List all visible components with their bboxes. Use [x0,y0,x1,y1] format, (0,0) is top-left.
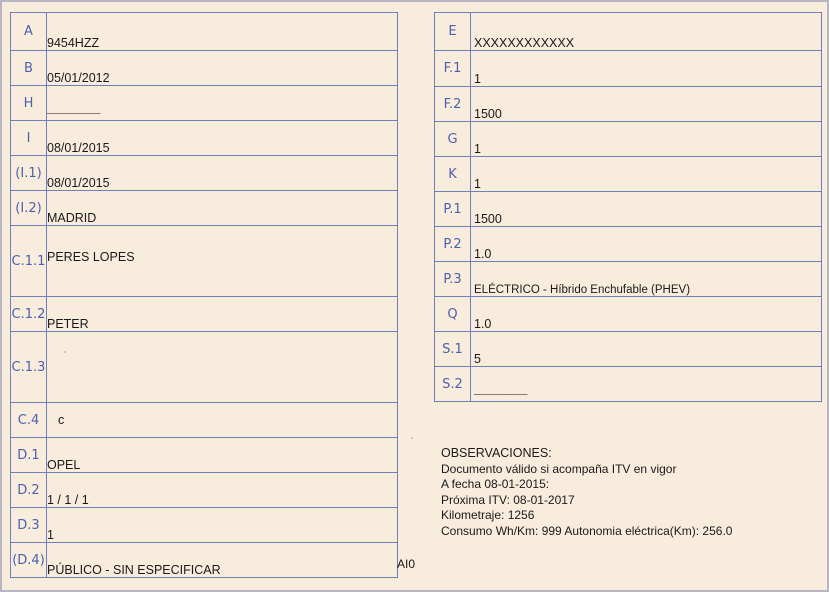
field-value: XXXXXXXXXXXX [471,13,822,51]
field-value: 08/01/2015 [47,156,398,191]
field-code: C.1.1 [11,226,47,297]
field-row-i1 [11,156,398,191]
paper-speck [64,351,66,353]
observation-line: A fecha 08-01-2015: [441,477,550,492]
field-code: D.2 [11,473,47,508]
field-code: S.1 [435,332,471,367]
field-row-c12 [11,297,398,332]
field-row-f1 [435,51,822,87]
field-code: (I.2) [11,191,47,226]
field-value: 1 [471,122,822,157]
field-value: 1 [471,51,822,87]
field-row-d1 [11,438,398,473]
field-value: OPEL [47,438,398,473]
field-value: 1500 [471,192,822,227]
field-code: P.3 [435,262,471,297]
field-value: ____________ [47,86,398,121]
field-value: ____________ [471,367,822,402]
field-value: 1 [47,508,398,543]
field-value: 08/01/2015 [47,121,398,156]
field-row-c13 [11,332,398,403]
field-code: F.2 [435,87,471,122]
field-code: B [11,51,47,86]
field-code: P.2 [435,227,471,262]
field-value: 9454HZZ [47,13,398,51]
field-row-p1 [435,192,822,227]
field-row-q [435,297,822,332]
field-code: F.1 [435,51,471,87]
field-row-a [11,13,398,51]
field-value: 1 / 1 / 1 [47,473,398,508]
field-value: PETER [47,297,398,332]
observation-line: Próxima ITV: 08-01-2017 [441,492,575,507]
field-code: Q [435,297,471,332]
field-row-e [435,13,822,51]
field-value: 5 [471,332,822,367]
field-value: 1.0 [471,297,822,332]
field-row-b [11,51,398,86]
observation-line: Consumo Wh/Km: 999 Autonomia eléctrica(Km): 256.0 [441,523,733,538]
field-code: D.1 [11,438,47,473]
field-row-d2 [11,473,398,508]
field-row-s1 [435,332,822,367]
field-code: C.1.3 [11,332,47,403]
field-code: I [11,121,47,156]
field-code: S.2 [435,367,471,402]
field-code: K [435,157,471,192]
field-value: ELÉCTRICO - Híbrido Enchufable (PHEV) [471,262,822,297]
field-row-d4 [11,543,398,578]
field-row-c4 [11,403,398,438]
field-value: 1.0 [471,227,822,262]
field-value: MADRID [47,191,398,226]
field-code: H [11,86,47,121]
field-code: C.1.2 [11,297,47,332]
field-value [47,332,398,403]
field-code: G [435,122,471,157]
field-code: P.1 [435,192,471,227]
field-value: 05/01/2012 [47,51,398,86]
field-value: 1500 [471,87,822,122]
field-row-f2 [435,87,822,122]
field-row-p2 [435,227,822,262]
observations-heading: OBSERVACIONES: [441,446,552,460]
field-code: (I.1) [11,156,47,191]
field-code: E [435,13,471,51]
field-row-s2 [435,367,822,402]
observation-line: Kilometraje: 1256 [441,508,535,523]
right-field-table [434,12,822,402]
field-row-i2 [11,191,398,226]
field-row-g [435,122,822,157]
field-row-p3 [435,262,822,297]
observation-line: Documento válido si acompaña ITV en vigor [441,461,677,476]
stamp-code: AI0 [397,557,416,571]
observations-block [441,446,732,540]
field-row-c11 [11,226,398,297]
field-value: c [47,403,398,438]
field-row-k [435,157,822,192]
field-value: PERES LOPES [47,226,398,297]
field-row-h [11,86,398,121]
field-code: D.3 [11,508,47,543]
left-field-table [10,12,398,578]
field-code: (D.4) [11,543,47,578]
field-value: 1 [471,157,822,192]
field-code: A [11,13,47,51]
field-value: PÚBLICO - SIN ESPECIFICAR [47,543,398,578]
field-row-d3 [11,508,398,543]
field-row-i [11,121,398,156]
field-code: C.4 [11,403,47,438]
paper-speck [411,437,413,439]
